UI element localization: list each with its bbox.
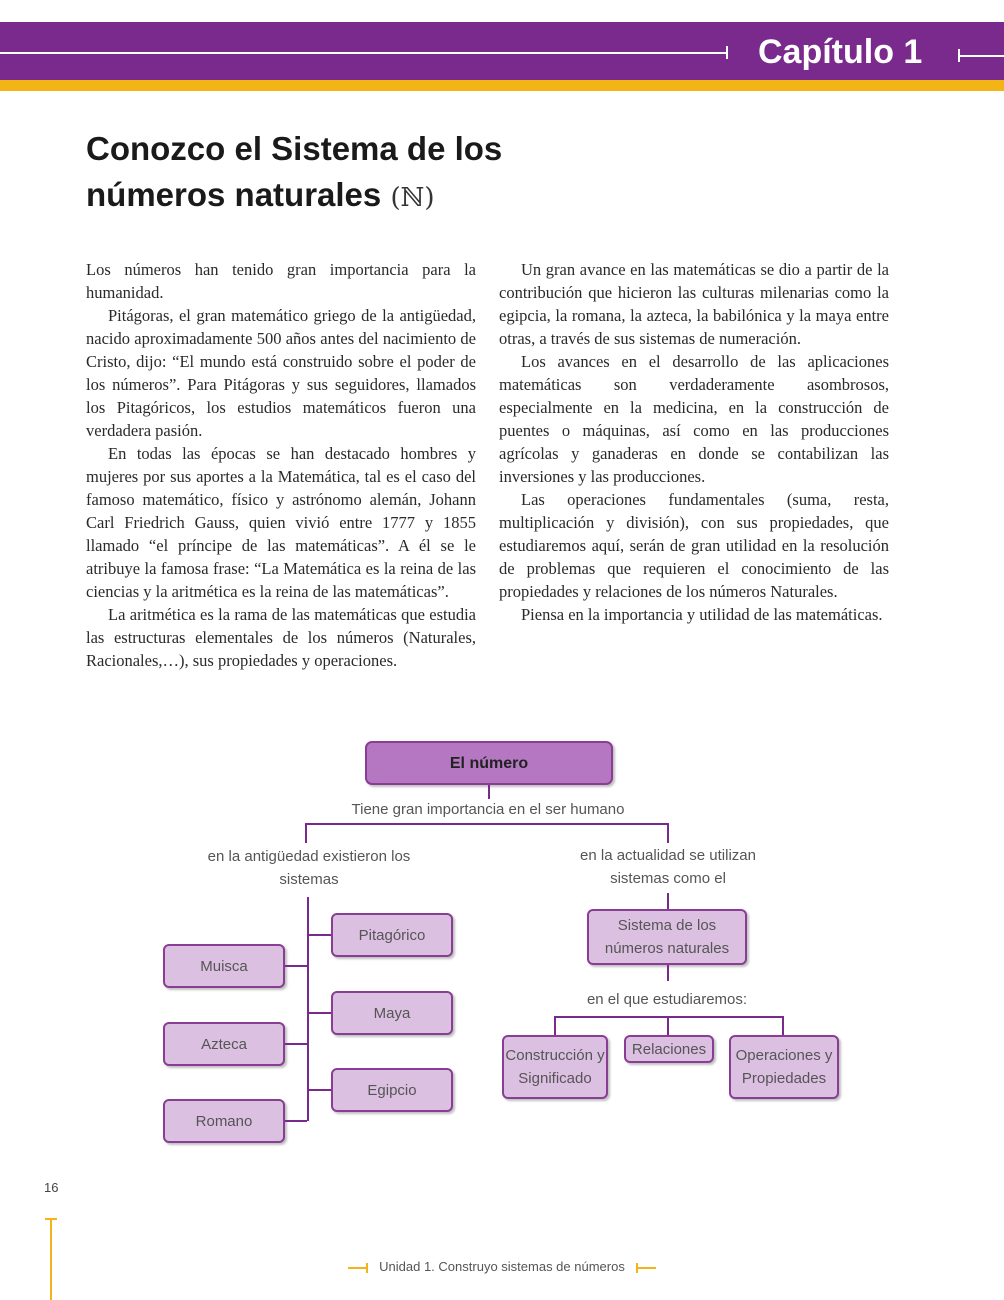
right-text-column xyxy=(499,258,889,626)
connector-line xyxy=(782,1016,784,1035)
connector-line xyxy=(285,1043,307,1045)
unit-label: Unidad 1. xyxy=(379,1259,435,1274)
ancient-link-line-2: sistemas xyxy=(279,871,339,888)
modern-link-line-1: en la actualidad se utilizan xyxy=(580,847,756,864)
page-number: 16 xyxy=(44,1180,59,1195)
study-link-label: en el que estudiaremos: xyxy=(586,991,748,1008)
left-text-column xyxy=(86,258,476,672)
topic-line-2: Significado xyxy=(518,1070,592,1087)
concept-root-label: El número xyxy=(449,754,529,772)
header-rule-tick xyxy=(726,46,728,59)
footer-text xyxy=(379,1259,628,1274)
system-node-pitagorico xyxy=(331,913,453,957)
topic-line-2: Propiedades xyxy=(741,1070,827,1087)
accent-band xyxy=(0,80,1004,91)
connector-line xyxy=(305,823,669,825)
paragraph: Las operaciones fundamentales (suma, resta, multiplicación y división), con sus propiedades, que estudiaremos aquí, serán de gran utilidad en la resolución de problemas que requieren el conocimiento de las propiedades y relaciones de los números Naturales. xyxy=(499,490,889,601)
system-node-egipcio xyxy=(331,1068,453,1112)
chapter-title: Capítulo 1 xyxy=(758,33,923,71)
connector-line xyxy=(305,823,307,843)
chapter-rule xyxy=(958,55,1004,57)
ancient-link-line-1: en la antigüedad existieron los xyxy=(207,848,411,865)
natural-numbers-symbol: (ℕ) xyxy=(390,183,435,213)
topic-node-construccion xyxy=(502,1035,608,1099)
topic-line-1: Construcción y xyxy=(505,1047,605,1064)
paragraph: La aritmética es la rama de las matemáticas que estudia las estructuras elementales de los números (Naturales, Racionales,…), sus propiedades y operaciones. xyxy=(86,605,476,670)
connector-line xyxy=(307,897,309,1121)
system-label: Romano xyxy=(195,1112,253,1130)
system-label: Azteca xyxy=(201,1035,247,1053)
connector-line xyxy=(309,1012,331,1014)
connector-line xyxy=(667,965,669,981)
system-label: Egipcio xyxy=(367,1081,417,1099)
modern-link-label xyxy=(550,844,786,890)
page-title-line-2: números naturales xyxy=(86,176,382,213)
connector-line xyxy=(309,1089,331,1091)
paragraph: Los avances en el desarrollo de las aplicaciones matemáticas son verdaderamente asombrosos, especialmente en la medicina, en la construcción de puentes o máquinas, así como en las producciones agrícolas y ganaderas en donde se contabilizan las inversiones y las producciones. xyxy=(499,352,889,486)
connector-line xyxy=(285,1120,307,1122)
margin-rule-tick xyxy=(45,1218,57,1220)
connector-line xyxy=(554,1016,784,1018)
topic-node-relaciones xyxy=(624,1035,714,1063)
footer-ornament-left xyxy=(348,1267,368,1269)
paragraph: Un gran avance en las matemáticas se dio a partir de la contribución que hicieron las culturas milenarias como la egipcia, la romana, la azteca, la babilónica y la maya entre otras, a través de sus sistemas de numeración. xyxy=(499,260,889,348)
connector-line xyxy=(667,1016,669,1035)
topic-line-1: Operaciones y xyxy=(735,1047,833,1064)
page-title xyxy=(86,126,706,221)
paragraph: Piensa en la importancia y utilidad de las matemáticas. xyxy=(521,605,883,624)
system-node-maya xyxy=(331,991,453,1035)
system-node-azteca xyxy=(163,1022,285,1066)
system-label: Pitagórico xyxy=(358,926,426,944)
system-label: Maya xyxy=(373,1004,411,1022)
root-link-label: Tiene gran importancia en el ser humano xyxy=(351,801,625,818)
chapter-rule-tick xyxy=(958,49,960,62)
paragraph: Pitágoras, el gran matemático griego de la antigüedad, nacido aproximadamente 500 años antes del nacimiento de Cristo, dijo: “El mundo está construido sobre el poder de los números”. Para Pitágoras y sus seguidores, llamados los Pitagóricos, los estudios matemáticos fueron una verdadera pasión. xyxy=(86,306,476,440)
modern-link-line-2: sistemas como el xyxy=(610,870,726,887)
topic-node-operaciones xyxy=(729,1035,839,1099)
modern-system-line-2: números naturales xyxy=(604,940,730,957)
footer xyxy=(0,1259,1004,1274)
concept-root-node xyxy=(365,741,613,785)
connector-line xyxy=(554,1016,556,1035)
connector-line xyxy=(667,893,669,909)
connector-line xyxy=(488,785,490,799)
ancient-link-label xyxy=(188,845,430,891)
system-label: Muisca xyxy=(200,957,248,975)
system-node-romano xyxy=(163,1099,285,1143)
header-rule xyxy=(0,52,728,54)
connector-line xyxy=(667,823,669,843)
connector-line xyxy=(285,965,307,967)
footer-ornament-right xyxy=(636,1267,656,1269)
paragraph: En todas las épocas se han destacado hombres y mujeres por sus aportes a la Matemática, tal es el caso del famoso matemático, físico y astrónomo alemán, Johann Carl Friedrich Gauss, quien vivió entre 1777 y 1855 llamado “el príncipe de las matemáticas”. A él se le atribuye la famosa frase: “La Matemática es la reina de las ciencias y la aritmética es la reina de las matemáticas”. xyxy=(86,444,476,601)
page-title-line-1: Conozco el Sistema de los xyxy=(86,130,503,167)
natural-numbers-system-node xyxy=(587,909,747,965)
modern-system-line-1: Sistema de los xyxy=(617,917,717,934)
system-node-muisca xyxy=(163,944,285,988)
topic-line-1: Relaciones xyxy=(631,1040,707,1058)
connector-line xyxy=(309,934,331,936)
paragraph: Los números han tenido gran importancia para la humanidad. xyxy=(86,260,476,302)
unit-title: Construyo sistemas de números xyxy=(438,1259,625,1274)
